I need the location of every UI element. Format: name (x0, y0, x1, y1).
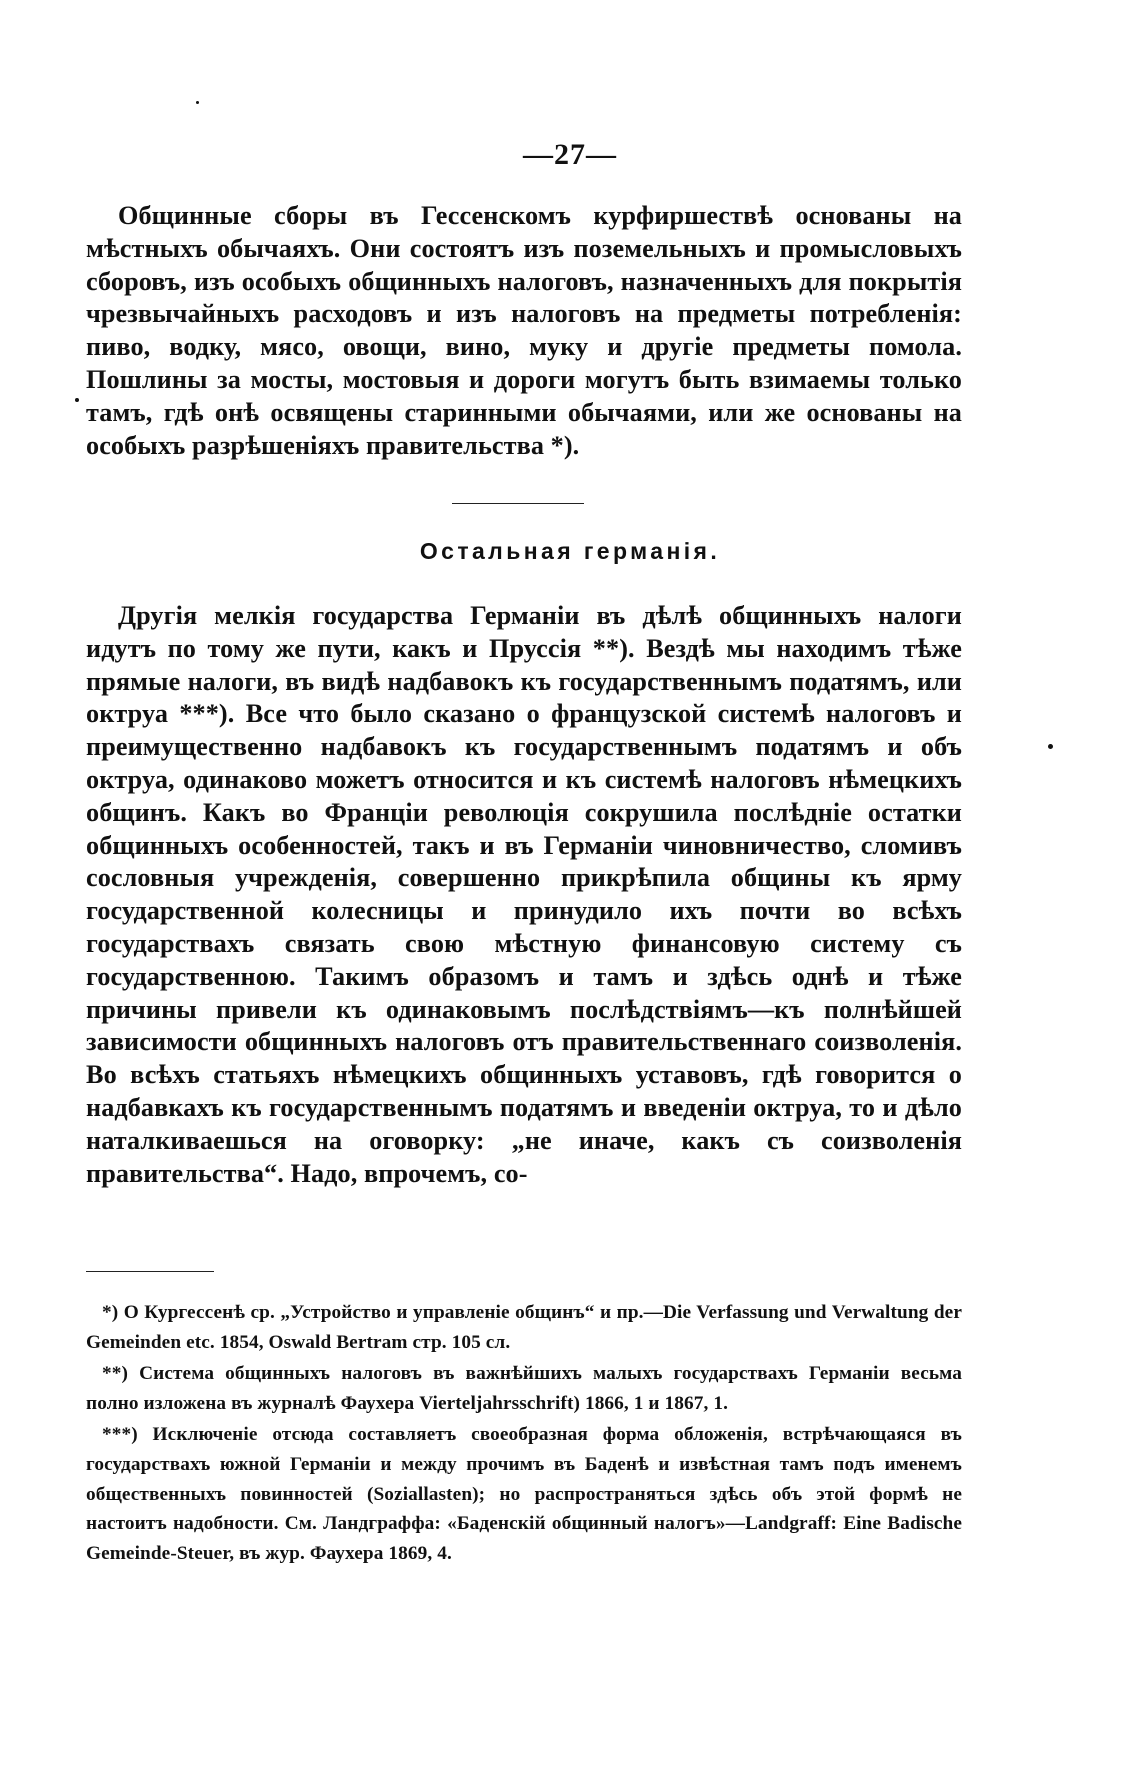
footnote: ***) Исключеніе отсюда составляетъ своеобразная форма обложенія, встрѣчающаяся въ государствахъ южной Германіи и между прочимъ въ Баденѣ и извѣстная тамъ подъ именемъ общественныхъ повинностей (Soziallasten); но распространяться здѣсь объ этой формѣ не настоитъ надобности. См. Ландграффа: «Баденскій общинный налогъ»—Landgraff: Eine Badische Gemeinde-Steuer, въ жур. Фаухера 1869, 4. (86, 1424, 962, 1564)
print-speck (1048, 744, 1053, 749)
print-speck (75, 398, 79, 402)
footnote: *) О Кургессенѣ ср. „Устройство и управленіе общинъ“ и пр.—Die Verfassung und Verwaltung der Gemeinden etc. 1854, Oswald Bertram стр. 105 сл. (86, 1302, 962, 1353)
paragraph: Другія мелкія государства Германіи въ дѣлѣ общинныхъ налоги идутъ по тому же пути, какъ и Пруссія **). Вездѣ мы находимъ тѣже прямые налоги, въ видѣ надбавокъ къ государственнымъ податямъ, или октруа ***). Все что было сказано о французской системѣ налоговъ и преимущественно надбавокъ къ государственнымъ податямъ и объ октруа, одинаково можетъ относится и къ системѣ налоговъ нѣмецкихъ общинъ. Какъ во Франціи революція сокрушила послѣдніе остатки общинныхъ особенностей, такъ и въ Германіи чиновничество, сломивъ сословныя учрежденія, совершенно прикрѣпила общины къ ярму государственной колесницы и принудило ихъ почти во всѣхъ государствахъ связать свою мѣстную финансовую систему съ государственною. Такимъ образомъ и тамъ и здѣсь однѣ и тѣже причины привели къ одинаковымъ послѣдствіямъ—къ полнѣйшей зависимости общинныхъ налоговъ отъ правительственнаго соизволенія. Во всѣхъ статьяхъ нѣмецкихъ общинныхъ уставовъ, гдѣ говорится о надбавкахъ къ государственнымъ податямъ и введеніи октруа, то и дѣло наталкиваешься на оговорку: „не иначе, какъ съ соизволенія правительства“. Надо, впрочемъ, со- (86, 601, 962, 1188)
paragraph: Общинные сборы въ Гессенскомъ курфиршествѣ основаны на мѣстныхъ обычаяхъ. Они состоятъ изъ поземельныхъ и промысловыхъ сборовъ, изъ особыхъ общинныхъ налоговъ, назначенныхъ для покрытія чрезвычайныхъ расходовъ и изъ налоговъ на предметы потребленія: пиво, водку, мясо, овощи, вино, муку и другіе предметы помола. Пошлины за мосты, мостовыя и дороги могутъ быть взимаемы только тамъ, гдѣ онѣ освящены старинными обычаями, или же основаны на особыхъ разрѣшеніяхъ правительства *). (86, 201, 962, 460)
footnote: **) Система общинныхъ налоговъ въ важнѣйшихъ малыхъ государствахъ Германіи весьма полно изложена въ журналѣ Фаухера Vierteljahrsschrift) 1866, 1 и 1867, 1. (86, 1363, 962, 1414)
section-divider (452, 503, 584, 504)
paragraph-container (86, 200, 962, 462)
footnote-divider (86, 1271, 214, 1272)
footnotes (86, 1298, 962, 1570)
section-heading: Остальная германія. (419, 538, 721, 564)
paragraph-container (86, 600, 962, 1190)
print-speck (196, 101, 199, 104)
page-number: —27— (523, 138, 617, 171)
